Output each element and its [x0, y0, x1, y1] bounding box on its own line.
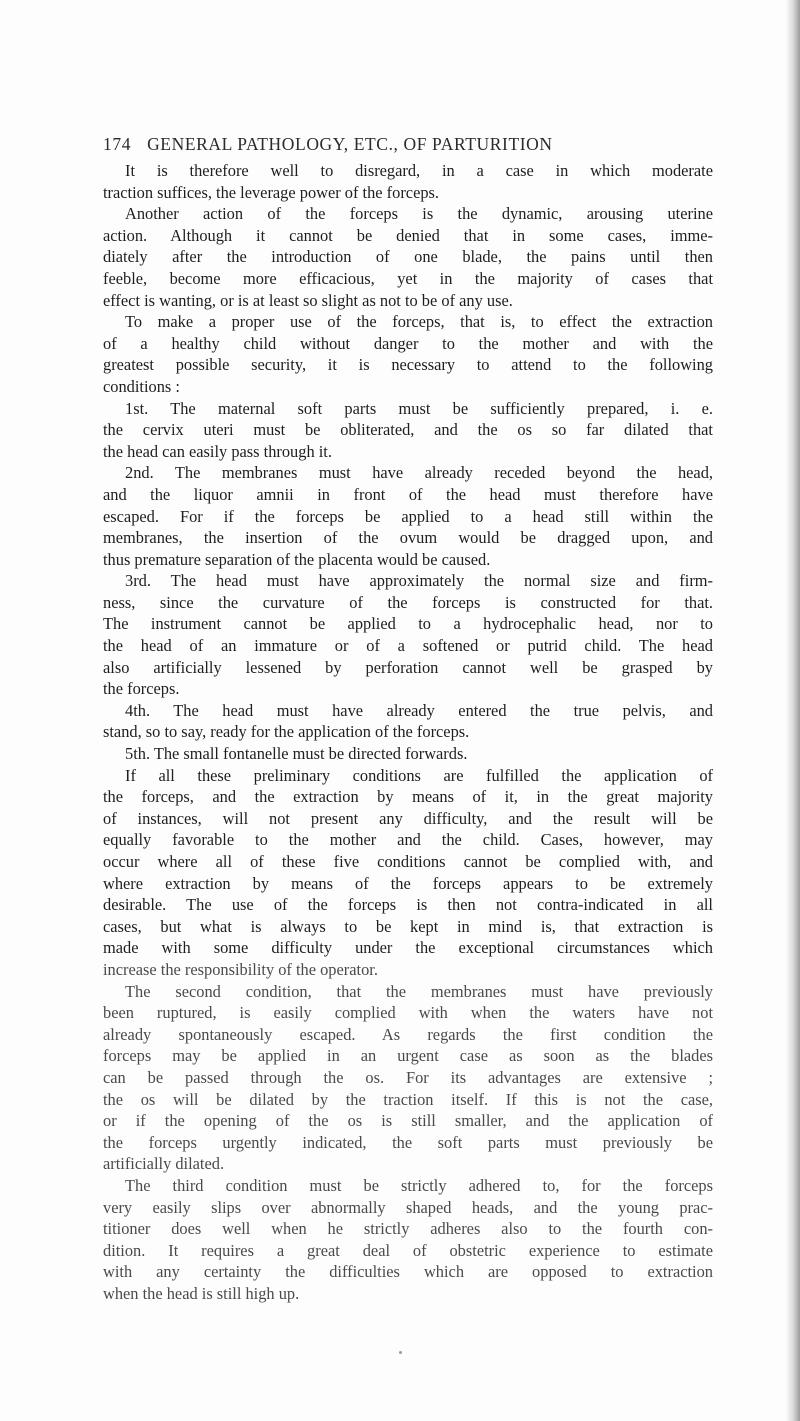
text-line: stand, so to say, ready for the application of the forceps. — [103, 722, 470, 742]
text-line: 4th. The head must have already entered the true pelvis, and — [125, 700, 713, 720]
text-line: If all these preliminary conditions are fulfilled the application of — [125, 765, 713, 785]
text-line: traction suffices, the leverage power of the forceps. — [103, 182, 440, 202]
text-line: thus premature separation of the placenta would be caused. — [103, 549, 491, 569]
running-title: GENERAL PATHOLOGY, ETC., OF PARTURITION — [147, 134, 553, 154]
page-number: 174 — [103, 134, 132, 154]
text-line: diately after the introduction of one blade, the pains until then — [103, 247, 713, 267]
page-edge-shadow — [786, 0, 800, 1421]
text-line: feeble, become more efficacious, yet in the majority of cases that — [103, 268, 713, 288]
text-line: It is therefore well to disregard, in a case in which moderate — [125, 161, 713, 180]
text-line: very easily slips over abnormally shaped heads, and the young prac- — [103, 1197, 713, 1217]
text-line: escaped. For if the forceps be applied to a head still within the — [103, 506, 713, 526]
text-line: the forceps. — [103, 679, 180, 699]
text-line: forceps may be applied in an urgent case as soon as the blades — [103, 1046, 713, 1066]
text-line: the head can easily pass through it. — [103, 441, 332, 461]
text-line: where extraction by means of the forceps appears to be extremely — [103, 873, 713, 893]
text-line: dition. It requires a great deal of obstetric experience to estimate — [103, 1240, 713, 1260]
text-line: the os will be dilated by the traction itself. If this is not the case, — [103, 1089, 713, 1109]
running-header — [103, 134, 713, 156]
text-line: made with some difficulty under the exceptional circumstances which — [103, 938, 713, 958]
text-line: membranes, the insertion of the ovum would be dragged upon, and — [103, 528, 713, 548]
text-line: To make a proper use of the forceps, that is, to effect the extraction — [125, 312, 713, 332]
text-line: the head of an immature or of a softened or putrid child. The head — [103, 636, 713, 656]
text-line: greatest possible security, it is necessary to attend to the following — [103, 355, 713, 375]
text-line: can be passed through the os. For its advantages are extensive ; — [103, 1067, 713, 1087]
text-line: of a healthy child without danger to the mother and with the — [103, 333, 713, 353]
text-line: titioner does well when he strictly adheres also to the fourth con- — [103, 1219, 713, 1239]
text-line: Another action of the forceps is the dynamic, arousing uterine — [125, 204, 713, 224]
text-line: cases, but what is always to be kept in mind is, that extraction is — [103, 916, 713, 936]
text-line: of instances, will not present any difficulty, and the result will be — [103, 808, 713, 828]
text-line: been ruptured, is easily complied with when the waters have not — [103, 1003, 713, 1023]
text-line: increase the responsibility of the operator. — [103, 959, 378, 979]
text-line: The third condition must be strictly adhered to, for the forceps — [125, 1175, 713, 1195]
text-line: or if the opening of the os is still smaller, and the application of — [103, 1111, 713, 1131]
text-line: artificially dilated. — [103, 1154, 225, 1174]
text-line: equally favorable to the mother and the child. Cases, however, may — [103, 830, 713, 850]
body-text — [103, 160, 713, 1304]
text-line: The instrument cannot be applied to a hydrocephalic head, nor to — [103, 614, 713, 634]
text-line: the cervix uteri must be obliterated, and the os so far dilated that — [103, 420, 713, 440]
text-line: The second condition, that the membranes must have previously — [125, 981, 713, 1001]
text-line: 2nd. The membranes must have already receded beyond the head, — [125, 463, 713, 483]
text-line: also artificially lessened by perforation cannot well be grasped by — [103, 657, 713, 677]
text-line: desirable. The use of the forceps is then not contra-indicated in all — [103, 895, 713, 915]
text-line: and the liquor amnii in front of the head must therefore have — [103, 484, 713, 504]
paper-speck — [399, 1351, 402, 1354]
text-line: effect is wanting, or is at least so slight as not to be of any use. — [103, 290, 513, 310]
text-line: 3rd. The head must have approximately the normal size and firm- — [125, 571, 713, 591]
text-line: 5th. The small fontanelle must be directed forwards. — [125, 744, 468, 764]
text-line: with any certainty the difficulties which are opposed to extraction — [103, 1262, 713, 1282]
text-line: the forceps, and the extraction by means of it, in the great majority — [103, 787, 713, 807]
text-line: occur where all of these five conditions cannot be complied with, and — [103, 852, 713, 871]
text-line: ness, since the curvature of the forceps is constructed for that. — [103, 592, 713, 612]
text-line: conditions : — [103, 376, 180, 396]
text-line: 1st. The maternal soft parts must be sufficiently prepared, i. e. — [125, 398, 713, 418]
text-line: already spontaneously escaped. As regards the first condition the — [103, 1024, 713, 1044]
text-line: action. Although it cannot be denied that in some cases, imme- — [103, 225, 713, 245]
text-line: when the head is still high up. — [103, 1283, 300, 1303]
text-line: the forceps urgently indicated, the soft parts must previously be — [103, 1132, 713, 1152]
